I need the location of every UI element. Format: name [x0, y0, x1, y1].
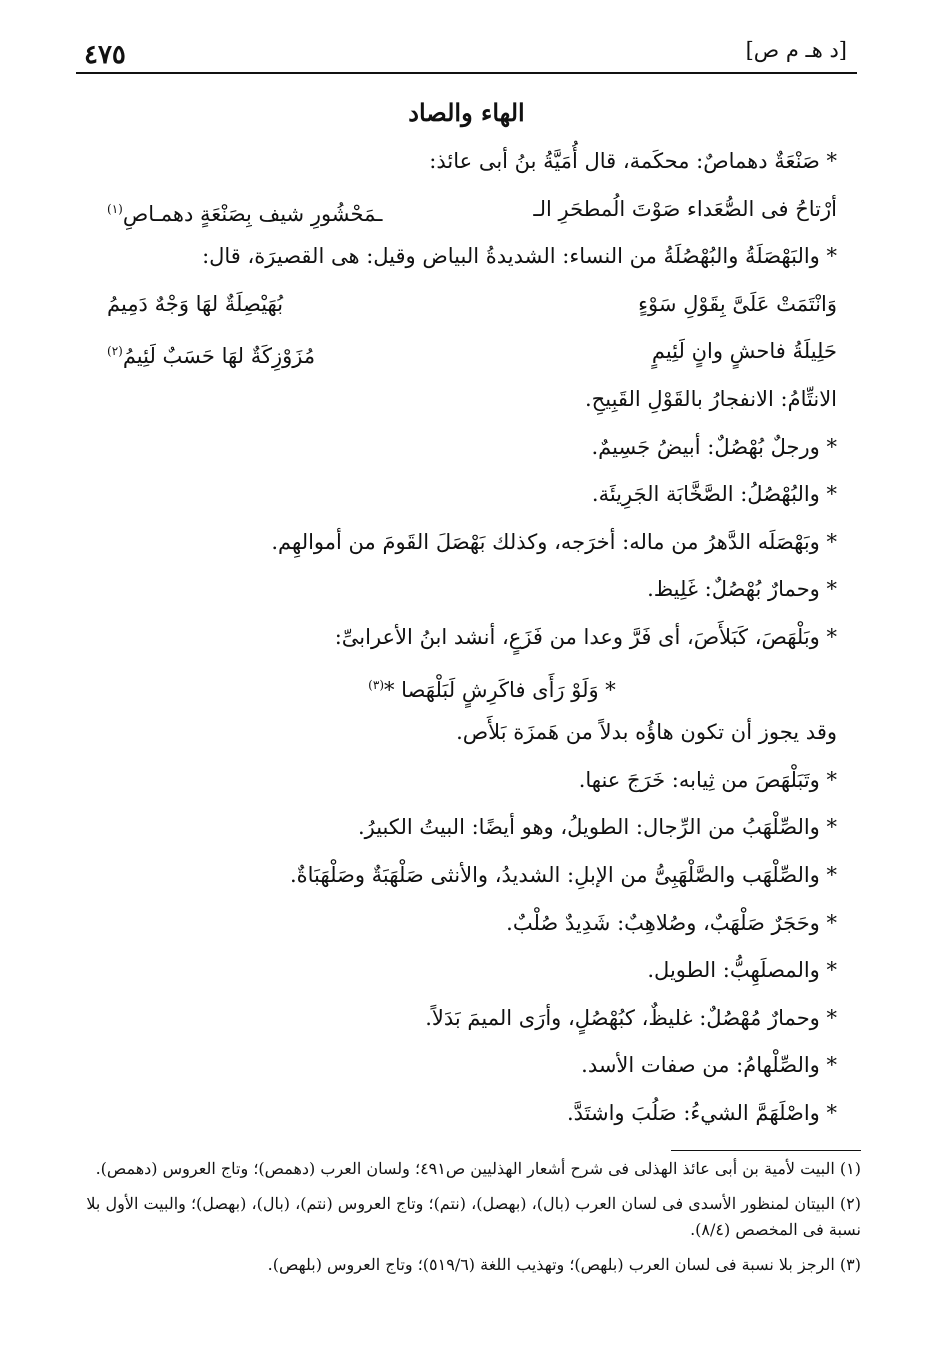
entry-line: الانتِّامُ: الانفجارُ بالقَوْلِ القَبِيحِ. — [585, 386, 837, 411]
entry-line: * ورجلٌ بُهْصُلٌ: أبيضُ جَسِيمٌ. — [591, 434, 837, 459]
verse-line — [107, 328, 837, 376]
verse-line — [107, 281, 837, 329]
footnote-3: (٣) الرجز بلا نسبة فى لسان العرب (بلهص)؛ وتهذيب اللغة (٥١٩/٦)؛ وتاج العروس (بلهص). — [267, 1254, 861, 1274]
verse-hemistich-left — [107, 328, 467, 381]
entry-line: * وبَلْهَصَ، كَبَلأَصَ، أى فَرَّ وعدا من فَزَعٍ، أنشد ابنُ الأعرابىِّ: — [334, 624, 837, 649]
verse-hemistich-left — [107, 186, 467, 239]
page-number: ٤٧٥ — [84, 40, 126, 70]
entry-line: * وتَبَلْهَصَ من ثِيابه: خَرَجَ عنها. — [578, 767, 837, 792]
section-title: الهاء والصاد — [408, 98, 525, 127]
header-rule — [76, 72, 857, 74]
verse-hemistich-left: بُهَيْصِلَةٌ لهَا وَجْهٌ دَمِيمُ — [107, 291, 284, 316]
entry-line: * وبَهْصَلَه الدَّهرُ من ماله: أخرَجه، وكذلك بَهْصَلَ القَومَ من أموالهِم. — [271, 529, 837, 554]
entry-line: * وحمارٌ مُهْصُلٌ: غليظٌ، كبُهْصُلٍ، وأرَى الميمَ بَدَلاً. — [425, 1005, 837, 1030]
footnote-1: (١) البيت لأمية بن أبى عائذ الهذلى فى شرح أشعار الهذليين ص٤٩١؛ ولسان العرب (دهمص)؛ وتاج العروس (دهمص). — [95, 1159, 861, 1178]
footnote-ref: (٣) — [368, 677, 384, 692]
footnote-ref: (٢) — [107, 344, 123, 359]
running-header-root: [د هـ م ص] — [745, 38, 847, 62]
verse-hemistich-right: وَانْتَمَتْ عَلَىَّ بِقَوْلِ سَوْءٍ — [638, 291, 837, 316]
verse-line — [107, 186, 837, 234]
footnote-rule — [671, 1150, 861, 1151]
entry-line: * واصْلَهَمَّ الشيءُ: صَلُبَ واشتَدَّ. — [566, 1100, 837, 1125]
entry-line: * والصِّلْهَبُ من الرِّجال: الطويلُ، وهو أيضًا: البيتُ الكبيرُ. — [357, 815, 837, 840]
verse-hemistich-left-text: ـمَحْشُورِ شيف بِصَنْعَةٍ دهمـاصِ — [122, 201, 383, 226]
entry-line: * والصِّلْهامُ: من صفات الأسد. — [581, 1053, 837, 1078]
footnote-2: (٢) البيتان لمنظور الأسدى فى لسان العرب (بال)، (بهصل)، (نتم)؛ وتاج العروس (نتم)، (بال)، (بهصل)؛ والبيت الأول بلا نسبة فى المخصص (٨/٤). — [86, 1193, 861, 1239]
entry-line: * صَنْعَةٌ دهماصٌ: محكَمة، قال أُمَيَّةُ بنُ أبى عائذ: — [429, 149, 837, 173]
entry-line: * وحمارٌ بُهْصُلٌ: غَلِيظ. — [647, 577, 837, 602]
entry-line: وقد يجوز أن تكون هاؤُه بدلاً من هَمزَة بَلأَص. — [456, 720, 837, 745]
verse-hemistich-right: حَلِيلَةُ فاحشٍ وانٍ لَئِيمٍ — [651, 339, 837, 364]
entry-line: * وحَجَرٌ صَلْهَبٌ، وصُلاهِبٌ: شَدِيدٌ صُلْبٌ. — [506, 910, 837, 935]
footnote-ref: (١) — [107, 201, 123, 216]
entry-body — [107, 138, 837, 1137]
entry-line: * والبُهْصُلُ: الصَّخَّابَة الجَرِيئَة. — [591, 482, 837, 507]
entry-line: * والبَهْصَلَةُ والبُهْصُلَةُ من النساء: الشديدةُ البياض وقيل: هى القصيرَة، قال: — [202, 244, 837, 269]
verse-hemistich-left-text: مُزَوْزِكَةٌ لهَا حَسَبٌ لَئِيمُ — [122, 344, 316, 369]
footnotes — [71, 1156, 861, 1286]
rajaz-text: * وَلَوْ رَأَى فاكَرِشٍ لَبَلْهَصا * — [384, 677, 616, 702]
entry-line: * والمصلَهِبُّ: الطويل. — [647, 958, 837, 983]
rajaz-verse — [147, 662, 837, 710]
entry-line: * والصِّلْهَب والصَّلْهَبِىُّ من الإبلِ: الشديدُ، والأنثى صَلْهَبَةٌ وصَلْهَبَاةٌ. — [289, 862, 837, 887]
verse-hemistich-right: أرْتاحُ فى الصُّعَداء صَوْتَ الُمطحَرِ الـ — [533, 196, 837, 221]
